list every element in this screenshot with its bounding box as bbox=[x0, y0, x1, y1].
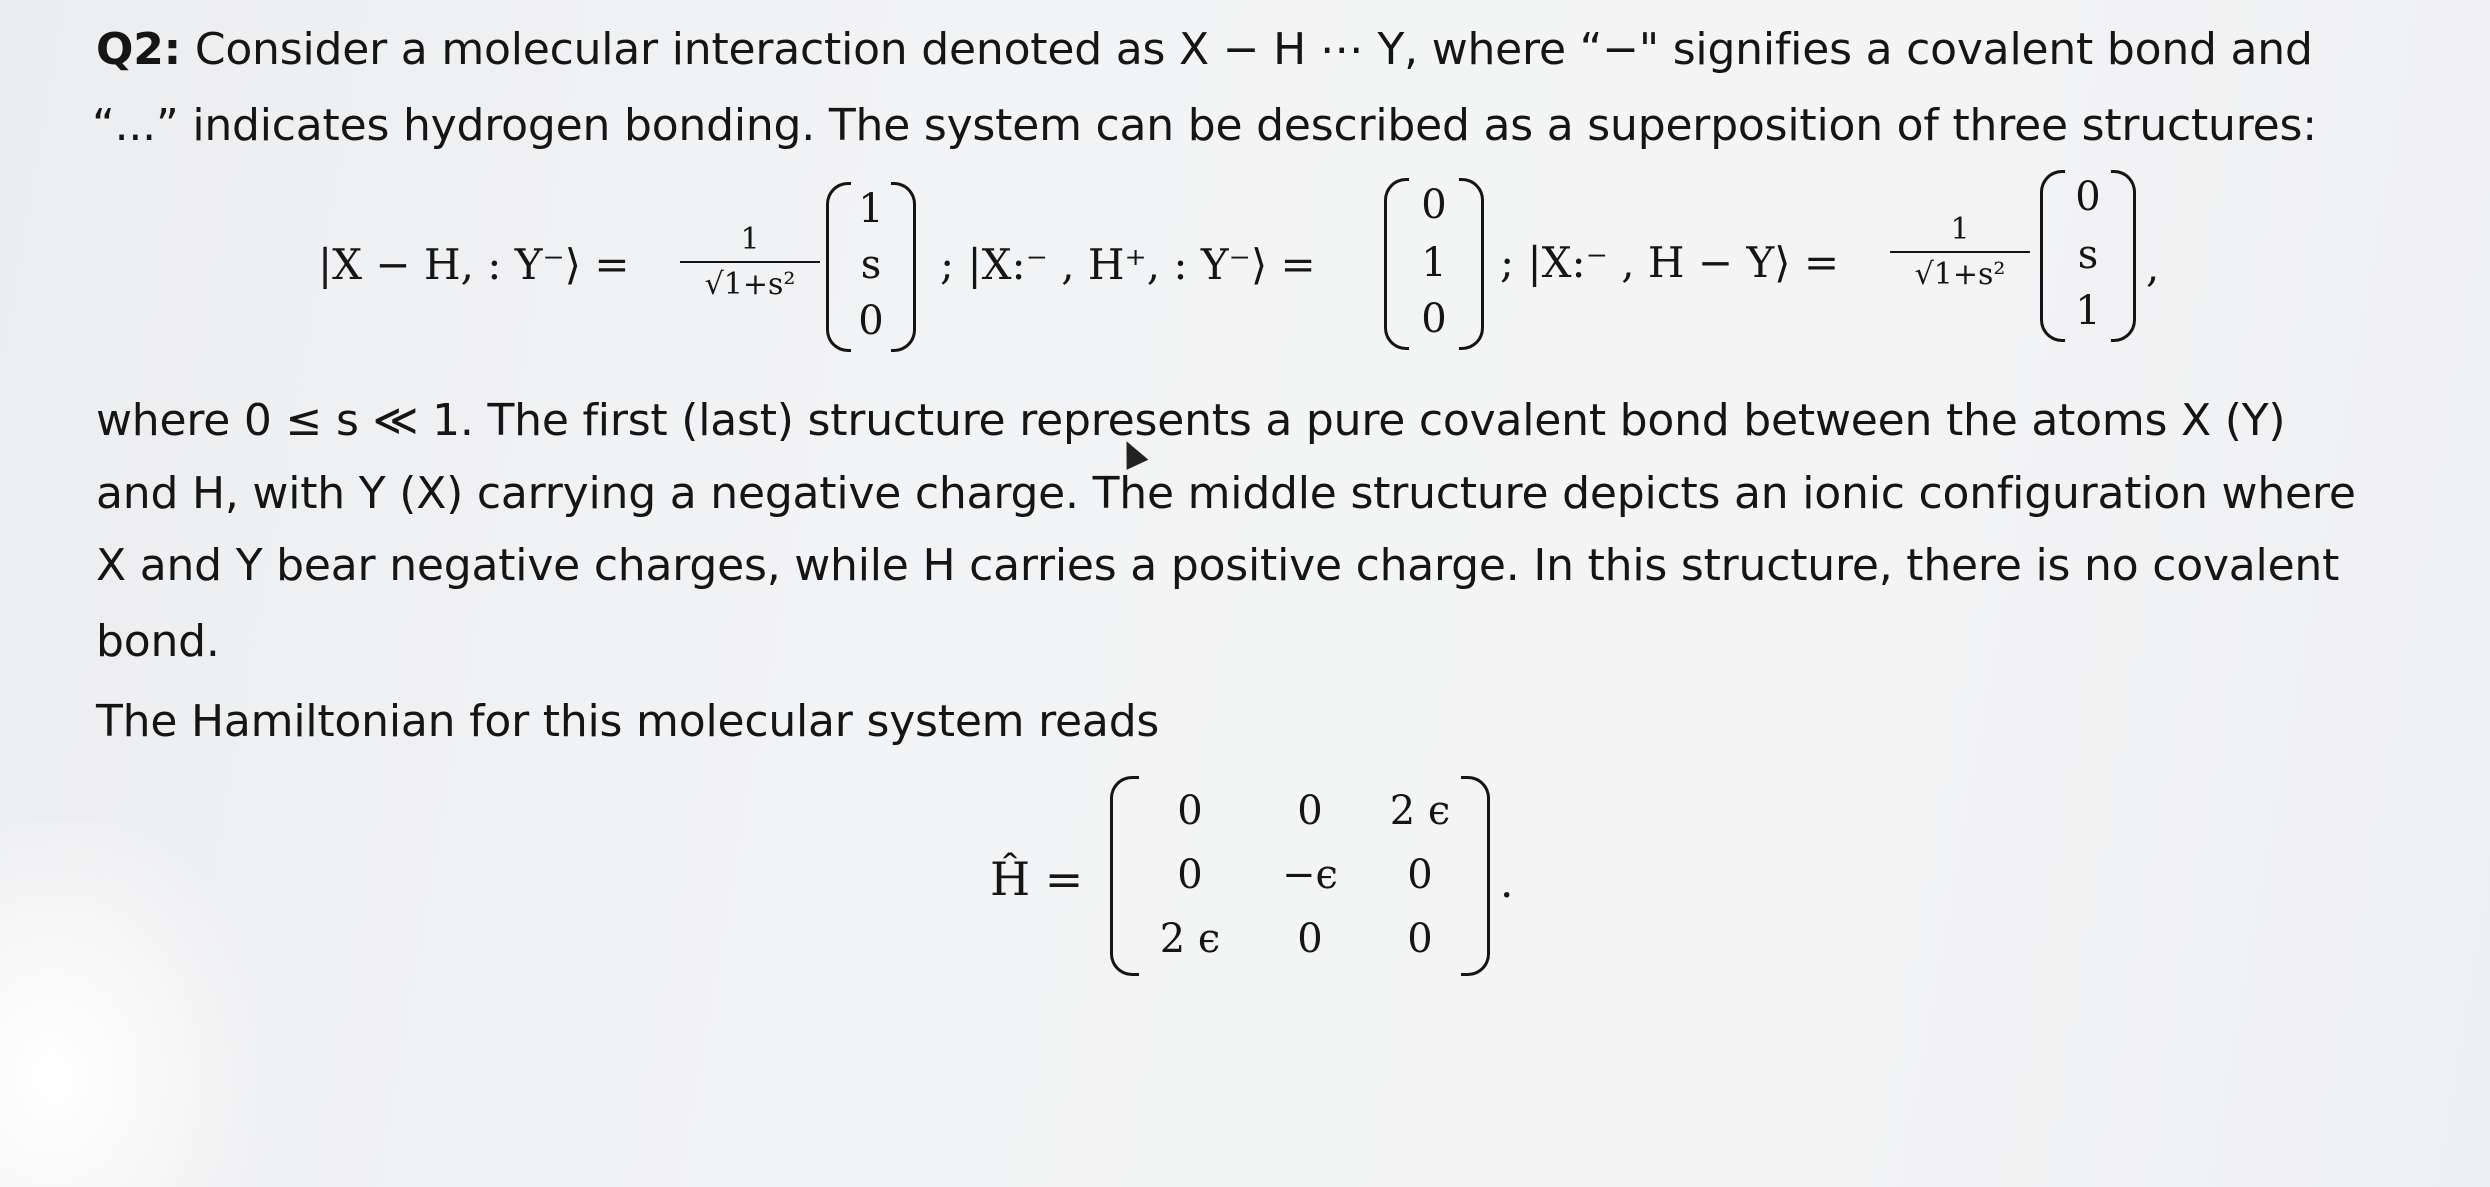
paragraph-line-4: bond. bbox=[96, 616, 220, 667]
h-r2c3: 0 bbox=[1407, 852, 1433, 898]
hamiltonian-intro: The Hamiltonian for this molecular system reads bbox=[96, 696, 1160, 747]
h-r3c1: 2 ϵ bbox=[1159, 916, 1221, 962]
h-r3c3: 0 bbox=[1407, 916, 1433, 962]
state3-v2: s bbox=[2077, 232, 2099, 278]
hamiltonian-trailing: . bbox=[1500, 858, 1514, 907]
h-r2c2: −ϵ bbox=[1282, 852, 1338, 898]
paragraph-line-1: where 0 ≤ s ≪ 1. The first (last) structure represents a pure covalent bond between the atoms X (Y) bbox=[96, 395, 2286, 446]
state2-lhs: ; |X:⁻ , H⁺, : Y⁻⟩ = bbox=[940, 240, 1316, 289]
state1-frac-num: 1 bbox=[740, 222, 760, 257]
state3-vector bbox=[2040, 170, 2136, 342]
hamiltonian-matrix bbox=[1110, 776, 1490, 976]
question-line-2 bbox=[92, 100, 2317, 151]
hamiltonian-lhs: Ĥ = bbox=[990, 852, 1084, 906]
state1-frac-den: √1+s² bbox=[704, 267, 796, 302]
state1-v3: 0 bbox=[858, 298, 884, 344]
state3-frac-den: √1+s² bbox=[1914, 257, 2006, 292]
state3-lhs: ; |X:⁻ , H − Y⟩ = bbox=[1500, 238, 1840, 287]
h-r1c3: 2 ϵ bbox=[1389, 788, 1451, 834]
state3-v1: 0 bbox=[2075, 174, 2101, 220]
state1-vector bbox=[826, 182, 916, 352]
state3-frac-num: 1 bbox=[1950, 212, 1970, 247]
question-label: Q2: bbox=[96, 24, 182, 75]
paragraph-line-2: and H, with Y (X) carrying a negative charge. The middle structure depicts an ionic configuration where bbox=[96, 468, 2356, 519]
state2-v2: 1 bbox=[1421, 240, 1447, 286]
state2-vector bbox=[1384, 178, 1484, 350]
question-text-2: “...” indicates hydrogen bonding. The system can be described as a superposition of three structures: bbox=[92, 100, 2317, 151]
state3-v3: 1 bbox=[2075, 288, 2101, 334]
state1-fraction bbox=[680, 222, 820, 302]
state1-v2: s bbox=[860, 242, 882, 288]
h-r1c1: 0 bbox=[1177, 788, 1203, 834]
paragraph-line-3: X and Y bear negative charges, while H carries a positive charge. In this structure, there is no covalent bbox=[96, 540, 2340, 591]
state2-v3: 0 bbox=[1421, 296, 1447, 342]
state3-trailing: , bbox=[2146, 242, 2160, 291]
state3-fraction bbox=[1890, 212, 2030, 292]
light-glare bbox=[0, 820, 260, 1187]
state1-lhs: |X − H, : Y⁻⟩ = bbox=[318, 240, 630, 289]
h-r1c2: 0 bbox=[1297, 788, 1323, 834]
question-line-1 bbox=[96, 24, 2313, 75]
h-r2c1: 0 bbox=[1177, 852, 1203, 898]
state2-v1: 0 bbox=[1421, 182, 1447, 228]
h-r3c2: 0 bbox=[1297, 916, 1323, 962]
state1-v1: 1 bbox=[858, 186, 884, 232]
question-text-1: Consider a molecular interaction denoted as X − H ⋯ Y, where “−" signifies a covalent bond and bbox=[194, 24, 2313, 75]
